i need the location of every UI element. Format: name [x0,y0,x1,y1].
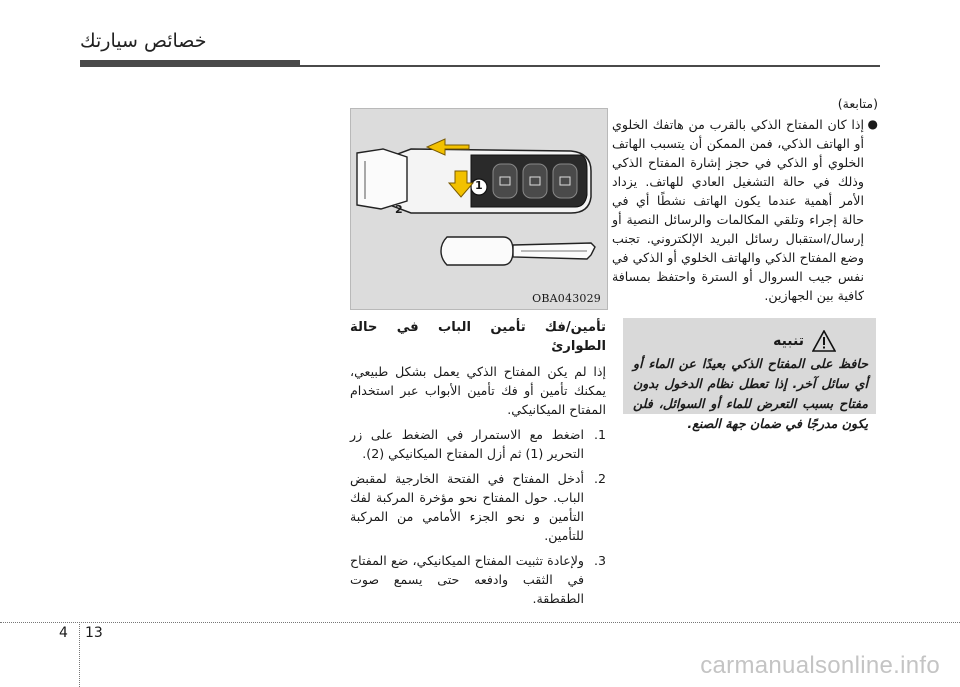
key-illustration [350,108,608,310]
footer-divider [79,622,80,687]
step-text: اضغط مع الاستمرار في الضغط على زر التحرير (1) ثم أزل المفتاح الميكانيكي (2). [350,427,584,461]
bullet-paragraph [612,115,878,305]
step-item [350,425,606,463]
chapter-number: 4 [59,625,68,641]
header-rule-thick [80,60,300,67]
intro-paragraph: إذا لم يكن المفتاح الذكي يعمل بشكل طبيعي، يمكنك تأمين أو فك تأمين الأبواب عبر استخدام المفتاح الميكانيكي. [350,364,606,417]
step-number: 1. [593,427,606,442]
notice-body: حافظ على المفتاح الذكي بعيدًا عن الماء أو أي سائل آخر. إذا تعطل نظام الدخول بدون مفتاح بسبب التعرض للماء أو السوائل، فلن يكون مدرجًا في ضمان جهة الصنع. [633,356,868,431]
bullet-text: إذا كان المفتاح الذكي بالقرب من هاتفك الخلوي أو الهاتف الذكي، فمن الممكن أن يتسبب الهاتف الخلوي أو الذكي في حجز إشارة المفتاح الذكي وذلك في حالة التشغيل العادي للهاتف. يزداد الأمر أهمية عندما يكون الهاتف نشطًا أي في حالة إجراء وتلقي المكالمات والرسائل النصية أو إرسال/استقبال رسائل البريد الإلكتروني. تجنب وضع المفتاح الذكي والهاتف الخلوي أو الذكي في نفس جيب السروال أو السترة واحتفظ بمسافة كافية بين الجهازين. [612,117,864,303]
watermark: carmanualsonline.info [700,652,940,679]
right-column [612,94,878,305]
header-rule-thin [300,65,880,67]
step-number: 3. [593,553,606,568]
key-drawing [351,109,607,309]
page-number: 13 [85,625,103,641]
step-text: أدخل المفتاح في الفتحة الخارجية لمقبض الباب. حول المفتاح نحو مؤخرة المركبة لفك التأمين و نحو الجزء الأمامي من المركبة للتأمين. [350,471,584,543]
callout-1: 1 [475,179,483,192]
notice-box [623,318,876,431]
figure-code: OBA043029 [532,292,601,305]
warning-icon [812,330,836,352]
notice-header [623,318,876,352]
footer-rule [0,622,960,623]
continued-label: (متابعة) [837,96,878,111]
step-text: ولإعادة تثبيت المفتاح الميكانيكي، ضع المفتاح في الثقب وادفعه حتى يسمع صوت الطقطقة. [350,553,584,606]
step-number: 2. [593,471,606,486]
step-item [350,551,606,608]
section-title: خصائص سيارتك [80,30,207,52]
section-heading: تأمين/فك تأمين الباب في حالة الطوارئ [350,320,606,354]
notice-title: تنبيه [773,333,804,349]
middle-column [350,318,606,608]
bullet-icon: ● [867,117,878,131]
step-item [350,469,606,545]
callout-2: 2 [395,203,403,216]
